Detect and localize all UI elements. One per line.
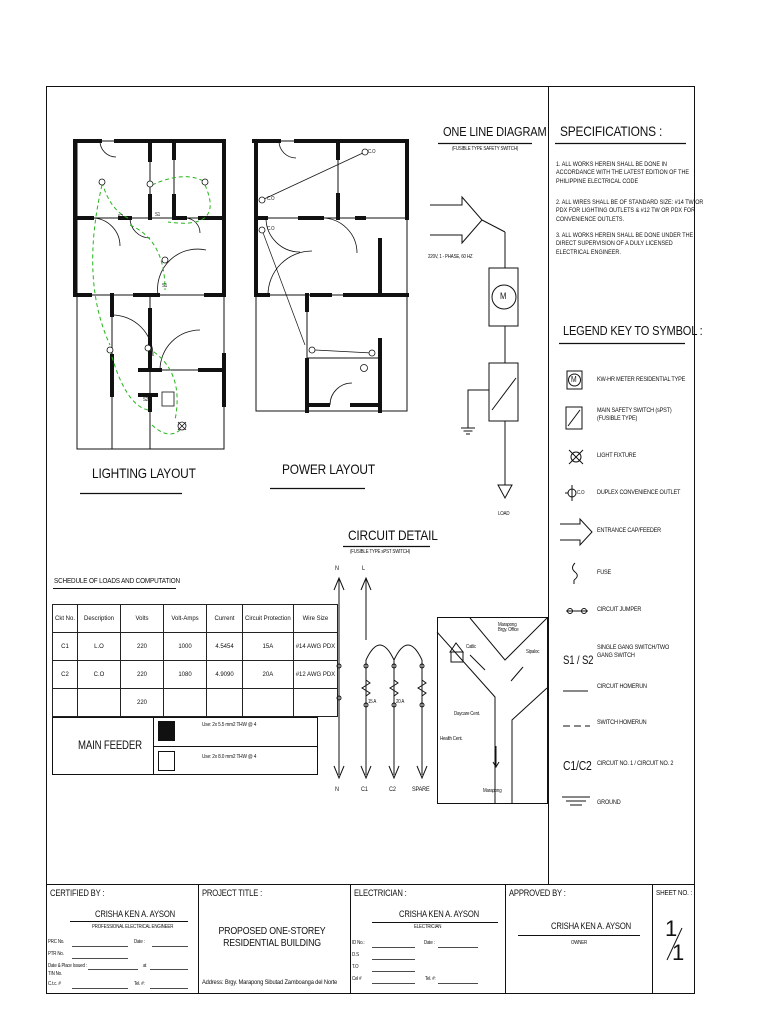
legend-circuit-symbol: C1/C2 — [563, 758, 592, 773]
certified-heading: CERTIFIED BY : — [50, 888, 105, 898]
certified-field-date-place: Date & Place Issued : — [48, 963, 87, 969]
approved-heading: APPROVED BY : — [509, 888, 566, 898]
cell: 1000 — [164, 633, 207, 661]
project-heading: PROJECT TITLE : — [202, 888, 263, 898]
circuit-bottom-n: N — [335, 786, 339, 793]
switch-label-s1: S1 — [155, 212, 161, 218]
cell: 4.9090 — [207, 661, 243, 689]
co-label-1: C.O — [368, 149, 376, 155]
legend-switch-symbol: S1 / S2 — [563, 653, 594, 667]
certified-field-ctc: C.t.c. # — [48, 981, 61, 987]
one-line-diagram-title: ONE LINE DIAGRAM — [443, 124, 547, 139]
circuit-bottom-c1: C1 — [361, 786, 368, 793]
electrician-field-id: ID No.: — [352, 940, 365, 946]
feeder-line-1: Use: 2x 5.5 mm2 THW @ 4 — [202, 722, 257, 728]
co-label-2: C.O — [267, 196, 275, 202]
circuit-bottom-c2: C2 — [389, 786, 396, 793]
certified-field-ptr: PTR No. — [48, 951, 64, 957]
co-label-3: C.O — [267, 226, 275, 232]
supply-label: 220V, 1 - PHASE, 60 HZ — [428, 254, 473, 260]
spec-item-2: 2. ALL WIRES SHALL BE OF STANDARD SIZE: #14 TW OR PDX FOR LIGHTING OUTLETS & #12 TW OR PDX FOR CONVENIENCE OUTLETS. — [556, 199, 704, 223]
cell: #12 AWG PDX — [293, 661, 337, 689]
circuit-detail-subtitle: (FUSIBLE TYPE sPST SWITCH) — [350, 549, 411, 555]
cell: 15A — [243, 633, 294, 661]
legend-label-switch: SINGLE GANG SWITCH/TWO GANG SWITCH — [597, 644, 670, 659]
switch-label-s2b: S2 — [143, 397, 149, 403]
meter-symbol: M — [500, 291, 507, 301]
map-label-brgy-office: Marapong Brgy. Office — [498, 622, 519, 634]
legend-label-ground: GROUND — [597, 799, 621, 806]
electrician-role: ELECTRICIAN — [414, 924, 442, 930]
certified-field-tin: TIN No. — [48, 971, 63, 977]
sheet-number: 1 — [665, 916, 678, 941]
legend-label-jumper: CIRCUIT JUMPER — [597, 606, 642, 613]
electrician-name: CRISHA KEN A. AYSON — [399, 909, 479, 919]
circuit-top-label-n: N — [335, 565, 339, 572]
certified-field-prc: PRC No. — [48, 939, 65, 945]
circuit-detail-title: CIRCUIT DETAIL — [348, 527, 438, 543]
circuit-bottom-spare: SPARE — [412, 786, 430, 793]
header-circuit-protection: Circuit Protection — [243, 605, 294, 633]
header-ckt: Ckt No. — [53, 605, 78, 633]
approved-name: CRISHA KEN A. AYSON — [551, 921, 631, 931]
legend-label-switch-homerun: SWITCH HOMERUN — [597, 719, 647, 726]
spec-item-3: 3. ALL WORKS HEREIN SHALL BE DONE UNDER THE DIRECT SUPERVISION OF A DULY LICENSED ELECTRICAL ENGINEER. — [556, 232, 694, 256]
map-label-marapong: Marapong — [483, 788, 502, 794]
main-feeder-label: MAIN FEEDER — [78, 738, 142, 752]
one-line-subtitle: (FUSIBLE TYPE SAFETY SWITCH) — [452, 146, 519, 152]
certified-date-label: Date : — [134, 939, 145, 945]
sheet-heading: SHEET NO. : — [656, 888, 692, 897]
feeder-line-2: Use: 2x 8.0 mm2 THW @ 4 — [202, 754, 257, 760]
legend-label-outlet: DUPLEX CONVENIENCE OUTLET — [597, 489, 681, 496]
switch-label-s2: S2 — [118, 214, 124, 220]
project-title: PROPOSED ONE-STOREY RESIDENTIAL BUILDING — [218, 926, 326, 949]
legend-label-fuse: FUSE — [597, 569, 612, 576]
cell: 20A — [243, 661, 294, 689]
cell: C1 — [53, 633, 78, 661]
map-label-daycare: Daycare Cent. — [454, 711, 480, 717]
cell: 220 — [121, 661, 164, 689]
electrician-field-cel: Cel # — [352, 976, 362, 982]
cell: 4.5454 — [207, 633, 243, 661]
legend-label-safety-switch: MAIN SAFETY SWITCH (sPST) (FUSIBLE TYPE) — [597, 407, 672, 422]
cell: 220 — [121, 633, 164, 661]
header-wire-size: Wire Size — [293, 605, 337, 633]
cell: 220 — [121, 689, 164, 717]
legend-label-meter: KW-HR METER RESIDENTIAL TYPE — [597, 376, 686, 383]
power-layout-title: POWER LAYOUT — [282, 461, 375, 477]
legend-label-circuit-no: CIRCUIT NO. 1 / CIRCUIT NO. 2 — [597, 760, 674, 767]
certified-role: PROFESSIONAL ELECTRICAL ENGINEER — [92, 924, 174, 930]
legend-label-entrance-cap: ENTRANCE CAP/FEEDER — [597, 527, 662, 534]
spec-item-1: 1. ALL WORKS HEREIN SHALL BE DONE IN ACCORDANCE WITH THE LATEST EDITION OF THE PHILIPPINE ELECTRICAL CODE — [556, 161, 690, 185]
load-label: LOAD — [498, 511, 510, 517]
legend-title: LEGEND KEY TO SYMBOL : — [563, 323, 703, 338]
sheet-total: 1 — [672, 940, 685, 965]
circuit-top-label-l: L — [362, 565, 365, 572]
legend-meter-symbol: M — [571, 375, 577, 384]
electrician-tel-label: Tel. #: — [425, 976, 436, 982]
switch-label-s1b: S1 — [162, 283, 168, 289]
schedule-title: SCHEDULE OF LOADS AND COMPUTATION — [54, 576, 180, 585]
certified-name: CRISHA KEN A. AYSON — [95, 909, 175, 919]
electrician-field-ds: D.S — [352, 952, 359, 958]
cell: L.O — [78, 633, 121, 661]
legend-label-light-fixture: LIGHT FIXTURE — [597, 452, 637, 459]
cell: 1080 — [164, 661, 207, 689]
map-label-health: Health Cent. — [440, 736, 463, 742]
certified-tel-label: Tel. #: — [134, 981, 145, 987]
map-label-sipaloc: Sipaloc — [526, 649, 540, 655]
electrician-date-label: Date : — [424, 940, 435, 946]
project-address: Address: Brgy. Marapong Sibutad Zamboanga del Norte — [202, 979, 338, 986]
certified-at-label: at — [143, 963, 147, 969]
map-label-catlic: Catlic — [466, 644, 477, 650]
legend-label-circuit-homerun: CIRCUIT HOMERUN — [597, 683, 647, 690]
breaker-20a: 20 A — [396, 699, 405, 705]
breaker-15a: 15 A — [368, 699, 377, 705]
cell: #14 AWG PDX — [293, 633, 337, 661]
cell: C.O — [78, 661, 121, 689]
approved-role: OWNER — [571, 940, 588, 946]
specifications-title: SPECIFICATIONS : — [560, 123, 663, 139]
header-volt-amps: Volt-Amps — [164, 605, 207, 633]
cell: C2 — [53, 661, 78, 689]
header-volts: Volts — [121, 605, 164, 633]
header-description: Description — [78, 605, 121, 633]
lighting-layout-title: LIGHTING LAYOUT — [92, 465, 196, 481]
electrician-field-to: T.O — [352, 964, 359, 970]
legend-co-symbol: C.O — [577, 490, 585, 496]
electrician-heading: ELECTRICIAN : — [354, 888, 407, 898]
header-current: Current — [207, 605, 243, 633]
